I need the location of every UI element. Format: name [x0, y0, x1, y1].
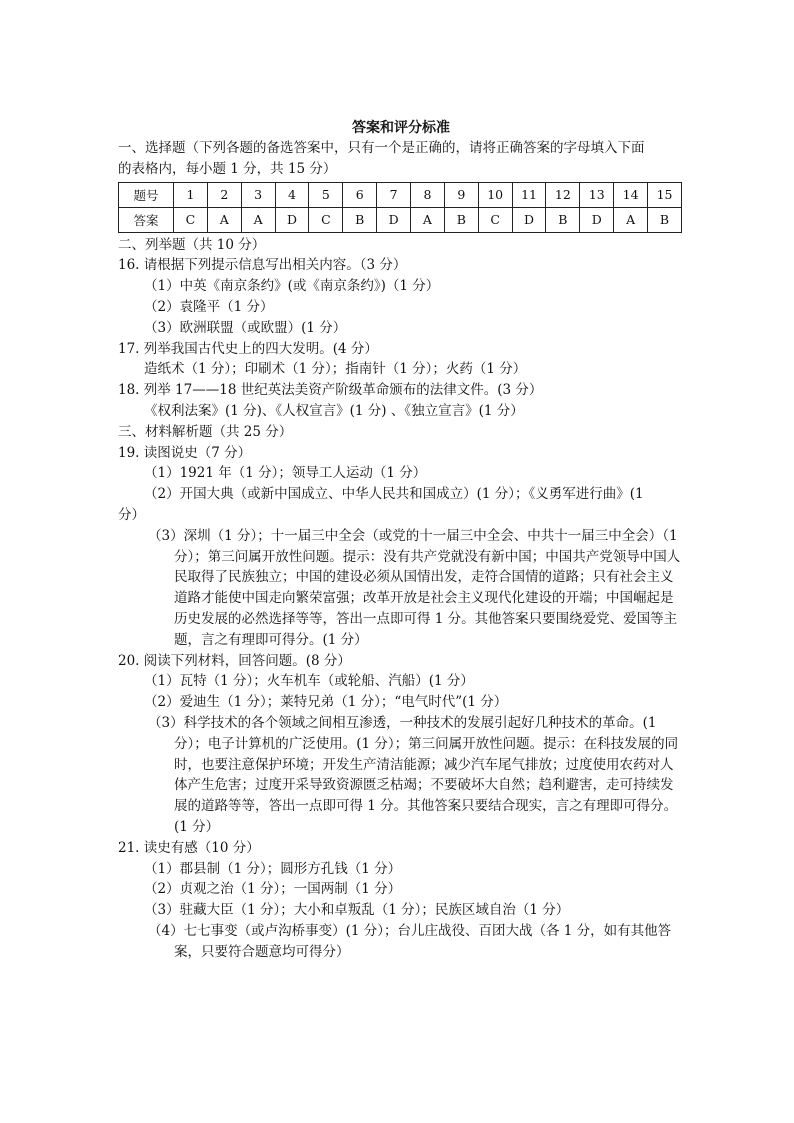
question-19: 19. 读图说史（7 分）	[118, 444, 252, 461]
table-cell: 8	[411, 182, 445, 207]
question-18: 18. 列举 17——18 世纪英法美资产阶级革命颁布的法律文件。(3 分）	[118, 382, 543, 399]
table-cell: 5	[309, 182, 343, 207]
table-cell: B	[546, 207, 580, 232]
table-cell: B	[648, 207, 682, 232]
table-cell: A	[207, 207, 241, 232]
answer-21-2: （2）贞观之治（1 分）；一国两制（1 分）	[144, 881, 402, 898]
section1-heading-cont: 的表格内，每小题 1 分，共 15 分）	[118, 160, 337, 177]
table-cell: 3	[241, 182, 275, 207]
table-cell: 10	[478, 182, 512, 207]
table-cell: B	[343, 207, 377, 232]
answer-16-3: （3）欧洲联盟（或欧盟）(1 分）	[144, 319, 347, 336]
question-20: 20. 阅读下列材料，回答问题。(8 分）	[118, 652, 351, 669]
table-cell: A	[411, 207, 445, 232]
answer-21-4: （4）七七事变（或卢沟桥事变）(1 分）；台儿庄战役、百团大战（各 1 分，如有其他答案，只要符合题意均可得分）	[148, 922, 672, 960]
section3-heading: 三、材料解析题（共 25 分）	[118, 423, 293, 440]
question-17: 17. 列举我国古代史上的四大发明。(4 分）	[118, 340, 378, 357]
answer-16-1: （1）中英《南京条约》(或《南京条约》)（1 分）	[144, 278, 440, 295]
answer-21-3: （3）驻藏大臣（1 分）；大小和卓叛乱（1 分）；民族区域自治（1 分）	[144, 902, 570, 919]
table-cell: A	[241, 207, 275, 232]
answer-19-3: （3）深圳（1 分）；十一届三中全会（或党的十一届三中全会、中共十一届三中全会）（1 分）；第三问属开放性问题。提示：没有共产党就没有新中国；中国共产党领导中国人民取得了民族独立；中国的建设必须从国情出发，走符合国情的道路；只有社会主义道路才能使中国走向繁荣富强；改革开放是社会主义现代化建设的开端；中国崛起是历史发展的必然选择等等，答出一点即可得 1 分。其他答案只要围绕爱党、爱国等主题，言之有理即可得分。(1 分）	[148, 527, 681, 648]
table-cell: 13	[580, 182, 614, 207]
table-cell: D	[512, 207, 546, 232]
answer-16-2: （2）袁隆平（1 分）	[144, 298, 274, 315]
answer-sheet	[118, 118, 684, 962]
table-cell: 9	[444, 182, 478, 207]
page-title: 答案和评分标准	[352, 120, 450, 136]
answer-21-1: （1）郡县制（1 分）；圆形方孔钱（1 分）	[144, 860, 402, 877]
table-cell: D	[275, 207, 309, 232]
answer-19-1: （1）1921 年（1 分）；领导工人运动（1 分）	[144, 465, 427, 482]
table-row	[119, 182, 682, 207]
table-cell: C	[174, 207, 208, 232]
table-cell: C	[478, 207, 512, 232]
table-cell: D	[580, 207, 614, 232]
table-cell: 14	[614, 182, 648, 207]
answer-19-2: （2）开国大典（或新中国成立、中华人民共和国成立）(1 分）；《义勇军进行曲》(1	[144, 486, 644, 503]
row-label-answer: 答案	[119, 207, 174, 232]
table-cell: 12	[546, 182, 580, 207]
answer-table	[118, 182, 682, 233]
table-cell: 11	[512, 182, 546, 207]
section2-heading: 二、列举题（共 10 分）	[118, 236, 266, 253]
table-cell: 1	[174, 182, 208, 207]
answer-20-2: （2）爱迪生（1 分）；莱特兄弟（1 分）；“电气时代”(1 分）	[144, 694, 508, 711]
table-cell: A	[614, 207, 648, 232]
table-cell: 7	[377, 182, 411, 207]
question-21: 21. 读史有感（10 分）	[118, 839, 260, 856]
row-label-number: 题号	[119, 182, 174, 207]
section1-heading: 一、选择题（下列各题的备选答案中，只有一个是正确的，请将正确答案的字母填入下面	[118, 140, 645, 156]
table-row	[119, 207, 682, 232]
table-cell: 4	[275, 182, 309, 207]
table-cell: C	[309, 207, 343, 232]
answer-19-2-cont: 分）	[118, 506, 145, 523]
answer-17: 造纸术（1 分）；印刷术（1 分）；指南针（1 分）；火药（1 分）	[144, 361, 527, 378]
question-16: 16. 请根据下列提示信息写出相关内容。（3 分）	[118, 257, 407, 274]
table-cell: 2	[207, 182, 241, 207]
table-cell: 15	[648, 182, 682, 207]
answer-18: 《权利法案》(1 分)、《人权宣言》(1 分) 、《独立宣言》(1 分）	[144, 402, 524, 419]
answer-20-3: （3）科学技术的各个领域之间相互渗透，一种技术的发展引起好几种技术的革命。(1 分）；电子计算机的广泛使用。(1 分）；第三问属开放性问题。提示：在科技发展的同时，也要注意保护环境；开发生产清洁能源；减少汽车尾气排放；过度使用农药对人体产生危害；过度开采导致资源匮乏枯竭；不要破坏大自然；趋利避害，走可持续发展的道路等等，答出一点即可得 1 分。其他答案只要结合现实，言之有理即可得分。(1 分）	[148, 714, 679, 835]
table-cell: B	[444, 207, 478, 232]
table-cell: 6	[343, 182, 377, 207]
answer-20-1: （1）瓦特（1 分）；火车机车（或轮船、汽船）(1 分）	[144, 673, 474, 690]
table-cell: D	[377, 207, 411, 232]
